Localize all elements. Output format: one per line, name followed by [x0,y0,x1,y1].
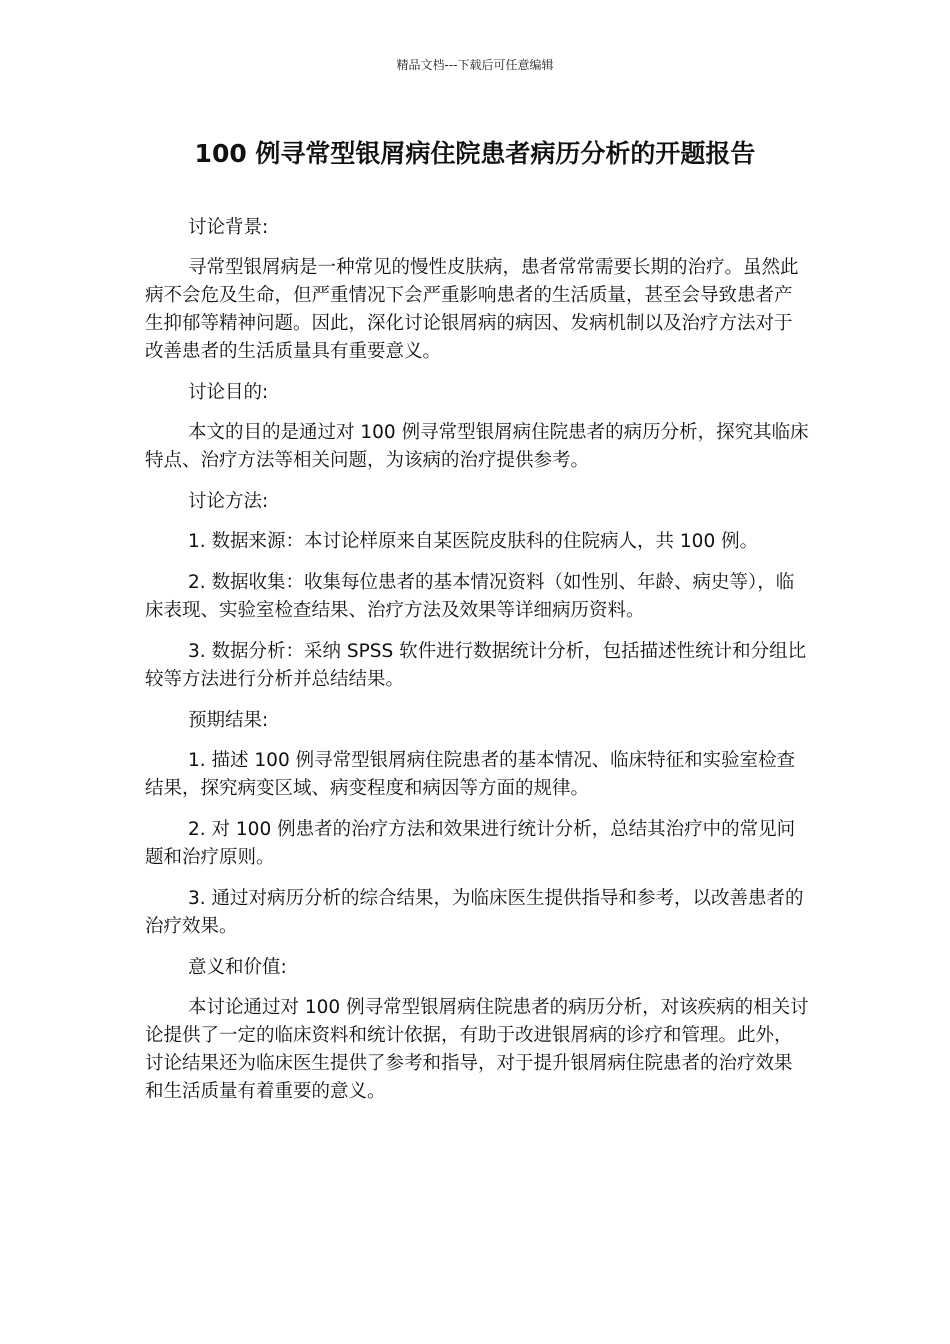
paragraph-expected-1: 1. 描述 100 例寻常型银屑病住院患者的基本情况、临床特征和实验室检查结果，探究病变区域、病变程度和病因等方面的规律。 [145,750,796,799]
page-header: 精品文档---下载后可任意编辑 [396,58,554,72]
section-heading-significance: 意义和价值: [188,957,287,978]
paragraph-significance: 本讨论通过对 100 例寻常型银屑病住院患者的病历分析，对该疾病的相关讨论提供了一定的临床资料和统计依据，有助于改进银屑病的诊疗和管理。此外，讨论结果还为临床医生提供了参考和指导，对于提升银屑病住院患者的治疗效果和生活质量有着重要的意义。 [145,997,809,1102]
section-heading-expected: 预期结果: [188,710,269,731]
paragraph-purpose: 本文的目的是通过对 100 例寻常型银屑病住院患者的病历分析，探究其临床特点、治疗方法等相关问题，为该病的治疗提供参考。 [145,422,809,471]
paragraph-method-data-source: 1. 数据来源：本讨论样原来自某医院皮肤科的住院病人，共 100 例。 [188,531,759,552]
section-heading-background: 讨论背景: [188,217,269,238]
document-title: 100 例寻常型银屑病住院患者病历分析的开题报告 [194,139,756,168]
section-heading-purpose: 讨论目的: [188,382,269,403]
paragraph-expected-3: 3. 通过对病历分析的综合结果，为临床医生提供指导和参考，以改善患者的治疗效果。 [145,888,804,937]
document-body [145,214,810,1119]
section-heading-method: 讨论方法: [188,491,269,512]
paragraph-expected-2: 2. 对 100 例患者的治疗方法和效果进行统计分析，总结其治疗中的常见问题和治疗原则。 [145,819,796,868]
paragraph-method-data-collection: 2. 数据收集：收集每位患者的基本情况资料（如性别、年龄、病史等），临床表现、实验室检查结果、治疗方法及效果等详细病历资料。 [145,572,795,621]
paragraph-method-data-analysis: 3. 数据分析：采纳 SPSS 软件进行数据统计分析，包括描述性统计和分组比较等方法进行分析并总结结果。 [145,641,807,690]
paragraph-background: 寻常型银屑病是一种常见的慢性皮肤病，患者常常需要长期的治疗。虽然此病不会危及生命，但严重情况下会严重影响患者的生活质量，甚至会导致患者产生抑郁等精神问题。因此，深化讨论银屑病的病因、发病机制以及治疗方法对于改善患者的生活质量具有重要意义。 [145,257,799,362]
